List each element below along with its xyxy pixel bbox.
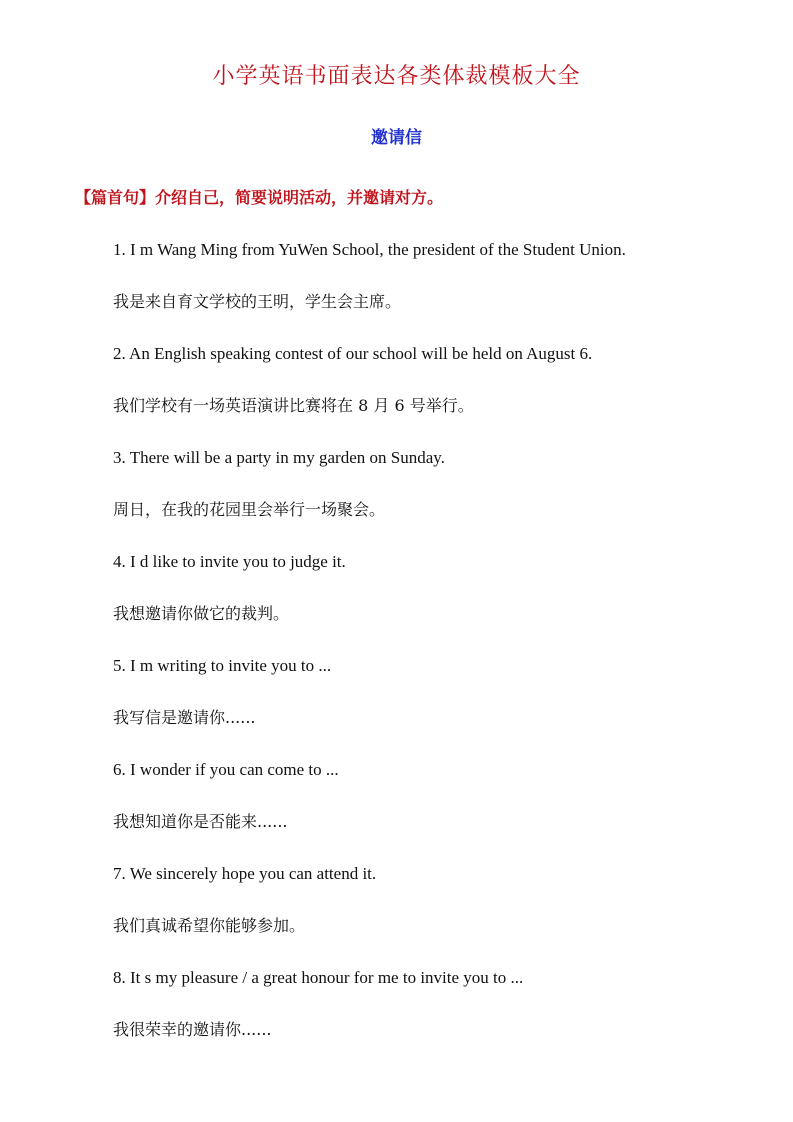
sentence-item-8 xyxy=(113,966,773,1070)
sentence-item-5 xyxy=(113,654,773,758)
english-sentence: 6. I wonder if you can come to ... xyxy=(113,760,339,779)
english-sentence: 8. It s my pleasure / a great honour for me to invite you to ... xyxy=(113,968,524,987)
english-sentence: 2. An English speaking contest of our school will be held on August 6. xyxy=(113,344,593,363)
lead-sentence-heading: 【篇首句】介绍自己，简要说明活动，并邀请对方。 xyxy=(75,188,444,207)
chinese-translation: 我想邀请你做它的裁判。 xyxy=(113,604,290,623)
sentence-item-6 xyxy=(113,758,773,862)
chinese-translation: 我很荣幸的邀请你...... xyxy=(113,1020,272,1039)
sentence-item-3 xyxy=(113,446,773,550)
english-sentence: 5. I m writing to invite you to ... xyxy=(113,656,332,675)
sentence-item-4 xyxy=(113,550,773,654)
english-sentence: 1. I m Wang Ming from YuWen School, the president of the Student Union. xyxy=(113,240,626,259)
chinese-translation: 我写信是邀请你...... xyxy=(113,708,256,727)
sentence-item-1 xyxy=(113,238,773,342)
english-sentence: 3. There will be a party in my garden on Sunday. xyxy=(113,448,445,467)
sentence-list xyxy=(113,238,773,1070)
chinese-translation: 我是来自育文学校的王明，学生会主席。 xyxy=(113,292,402,311)
chinese-translation: 我们学校有一场英语演讲比赛将在 8 月 6 号举行。 xyxy=(113,396,474,415)
chinese-translation: 我们真诚希望你能够参加。 xyxy=(113,916,306,935)
english-sentence: 7. We sincerely hope you can attend it. xyxy=(113,864,377,883)
chinese-translation: 周日，在我的花园里会举行一场聚会。 xyxy=(113,500,386,519)
sentence-item-7 xyxy=(113,862,773,966)
chinese-translation: 我想知道你是否能来...... xyxy=(113,812,288,831)
document-title: 小学英语书面表达各类体裁模板大全 xyxy=(212,64,581,89)
english-sentence: 4. I d like to invite you to judge it. xyxy=(113,552,346,571)
section-title: 邀请信 xyxy=(371,128,422,148)
sentence-item-2 xyxy=(113,342,773,446)
